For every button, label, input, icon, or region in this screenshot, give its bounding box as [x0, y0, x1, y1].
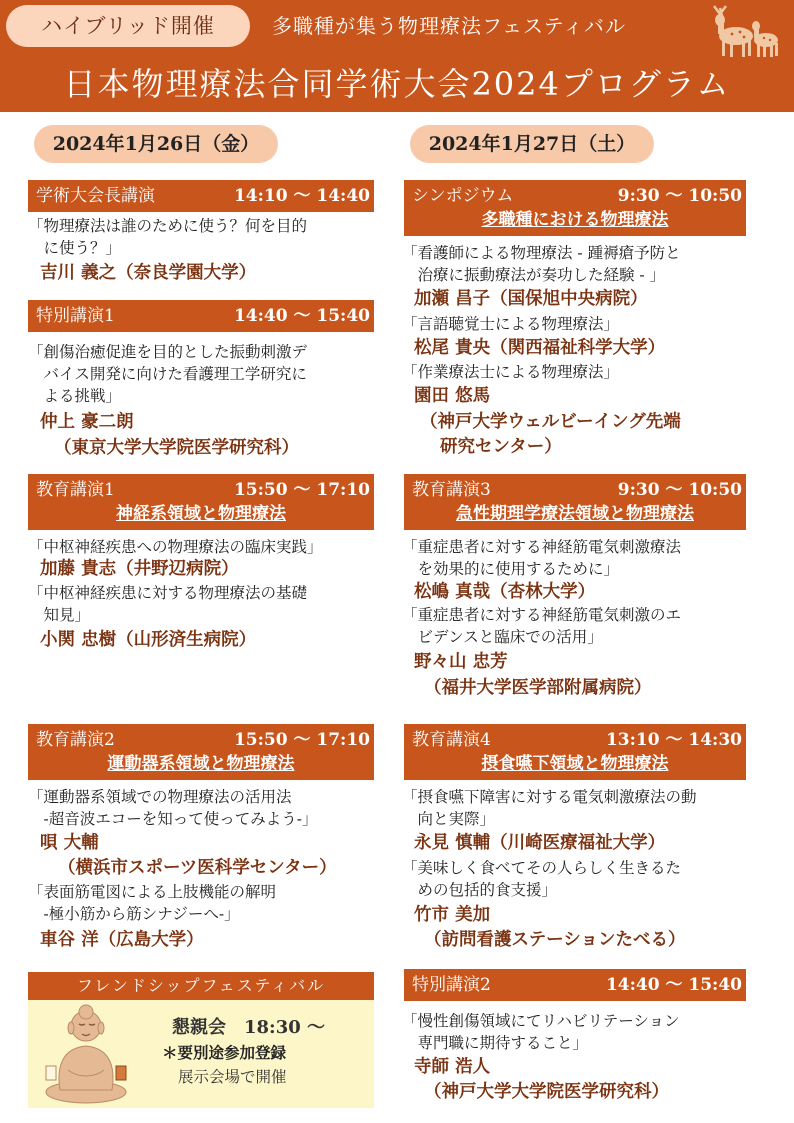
buddha-icon [38, 1004, 134, 1104]
session-label: 教育講演4 [412, 730, 491, 750]
talk-title-line: 「創傷治癒促進を目的とした振動刺激デ [28, 343, 308, 361]
day1-session-edu1 [28, 474, 374, 530]
session-time: 15:50 〜 17:10 [233, 480, 370, 500]
speaker: 加藤 貴志（井野辺病院） [40, 559, 239, 579]
talk-title-line: 「中枢神経疾患への物理療法の臨床実践」 [28, 538, 323, 556]
speaker: 永見 慎輔（川崎医療福祉大学） [414, 833, 666, 853]
talk-title-line: 治療に振動療法が奏功した経験 - 」 [402, 266, 666, 284]
talk-title-line: 専門職に期待すること」 [402, 1034, 589, 1052]
talk-title-line: -超音波エコーを知って使ってみよう-」 [28, 810, 318, 828]
speaker: 小関 忠樹（山形済生病院） [40, 630, 257, 650]
session-label: 教育講演2 [36, 730, 115, 750]
speaker: 竹市 美加 [414, 905, 491, 925]
speaker: 寺師 浩人 [414, 1057, 491, 1077]
talk-title-line: -極小筋から筋シナジーへ-」 [28, 905, 240, 923]
session-time: 9:30 〜 10:50 [617, 480, 742, 500]
day2-session-special2 [404, 969, 746, 1001]
talk-title-line: バイス開発に向けた看護理工学研究に [28, 365, 307, 383]
day2-session-symposium [404, 180, 746, 236]
speaker-affiliation: （福井大学医学部附属病院） [424, 678, 652, 698]
day2-date: 2024年1月27日（土） [410, 125, 654, 163]
talk-title-line: 「摂食嚥下障害に対する電気刺激療法の動 [402, 788, 697, 806]
day1-session-edu2 [28, 724, 374, 780]
day2-session-edu4 [404, 724, 746, 780]
talk-title-line: 「表面筋電図による上肢機能の解明 [28, 883, 277, 901]
tagline: 多職種が集う物理療法フェスティバル [272, 14, 626, 38]
talk-title-line: 「中枢神経疾患に対する物理療法の基礎 [28, 584, 308, 602]
venue-note: 展示会場で開催 [178, 1068, 287, 1086]
session-time: 14:40 〜 15:40 [605, 975, 742, 995]
festival-title: フレンドシップフェスティバル [28, 972, 374, 1000]
speaker-affiliation: （神戸大学大学院医学研究科） [424, 1082, 669, 1102]
talk-title-line: に使う？」 [28, 239, 122, 257]
session-label: 特別講演1 [36, 306, 115, 326]
talk-title-line: めの包括的食支援」 [402, 881, 558, 899]
speaker: 園田 悠馬 [414, 386, 491, 406]
speaker-affiliation: 研究センター） [440, 437, 562, 457]
reception-event: 懇親会 18:30 〜 [172, 1017, 326, 1038]
speaker-affiliation: （東京大学大学院医学研究科） [54, 438, 299, 458]
hybrid-badge: ハイブリッド開催 [6, 5, 250, 47]
session-label: シンポジウム [412, 186, 514, 206]
talk-title-line: 「重症患者に対する神経筋電気刺激療法 [402, 538, 682, 556]
deer-icon [700, 2, 780, 60]
header-banner [0, 0, 794, 112]
session-label: 教育講演1 [36, 480, 115, 500]
session-label: 特別講演2 [412, 975, 491, 995]
page-title: 日本物理療法合同学術大会2024プログラム [63, 65, 731, 103]
speaker: 車谷 洋（広島大学） [40, 930, 204, 950]
day1-session-presidential [28, 180, 374, 212]
talk-title-line: を効果的に使用するために」 [402, 560, 620, 578]
registration-note: ＊要別途参加登録 [162, 1043, 287, 1062]
talk-title-line: 向と実際」 [402, 810, 496, 828]
speaker-affiliation: （神戸大学ウェルビーイング先端 [420, 412, 681, 432]
speaker-affiliation: （横浜市スポーツ医科学センター） [58, 858, 337, 878]
talk-title-line: 「作業療法士による物理療法」 [402, 363, 620, 381]
session-subtitle: 神経系領域と物理療法 [116, 504, 286, 524]
session-time: 14:10 〜 14:40 [233, 186, 370, 206]
session-subtitle: 多職種における物理療法 [481, 210, 669, 230]
talk-title-line: 「美味しく食べてその人らしく生きるた [402, 859, 682, 877]
talk-title-line: 「言語聴覚士による物理療法」 [402, 315, 620, 333]
talk-title-line: 「運動器系領域での物理療法の活用法 [28, 788, 292, 806]
session-label: 教育講演3 [412, 480, 491, 500]
session-subtitle: 摂食嚥下領域と物理療法 [481, 754, 669, 774]
speaker: 仲上 豪二朗 [40, 412, 134, 432]
talk-title-line: 知見」 [28, 606, 91, 624]
speaker: 松尾 貴央（関西福祉科学大学） [414, 338, 666, 358]
talk-title-line: 「慢性創傷領域にてリハビリテーション [402, 1012, 680, 1030]
session-time: 15:50 〜 17:10 [233, 730, 370, 750]
speaker: 野々山 忠芳 [414, 652, 508, 672]
speaker: 松嶋 真哉（杏林大学） [414, 582, 596, 602]
talk-title-line: よる挑戦」 [28, 387, 122, 405]
talk-title-line: ビデンスと臨床での活用」 [402, 628, 603, 646]
session-subtitle: 運動器系領域と物理療法 [107, 754, 295, 774]
talk-title-line: 「重症患者に対する神経筋電気刺激のエ [402, 606, 682, 624]
session-time: 14:40 〜 15:40 [233, 306, 370, 326]
day2-session-edu3 [404, 474, 746, 530]
talk-title-line: 「看護師による物理療法 - 踵褥瘡予防と [402, 244, 681, 262]
speaker-affiliation: （訪問看護ステーションたべる） [424, 930, 686, 950]
session-subtitle: 急性期理学療法領域と物理療法 [456, 504, 694, 524]
day1-date: 2024年1月26日（金） [34, 125, 278, 163]
session-time: 9:30 〜 10:50 [617, 186, 742, 206]
speaker: 加瀬 昌子（国保旭中央病院） [414, 289, 648, 309]
session-label: 学術大会長講演 [36, 186, 155, 206]
speaker: 唄 大輔 [40, 833, 99, 853]
speaker: 吉川 義之（奈良学園大学） [40, 263, 257, 283]
day1-session-special1 [28, 300, 374, 332]
session-time: 13:10 〜 14:30 [605, 730, 742, 750]
talk-title-line: 「物理療法は誰のために使う？何を目的 [28, 217, 308, 235]
